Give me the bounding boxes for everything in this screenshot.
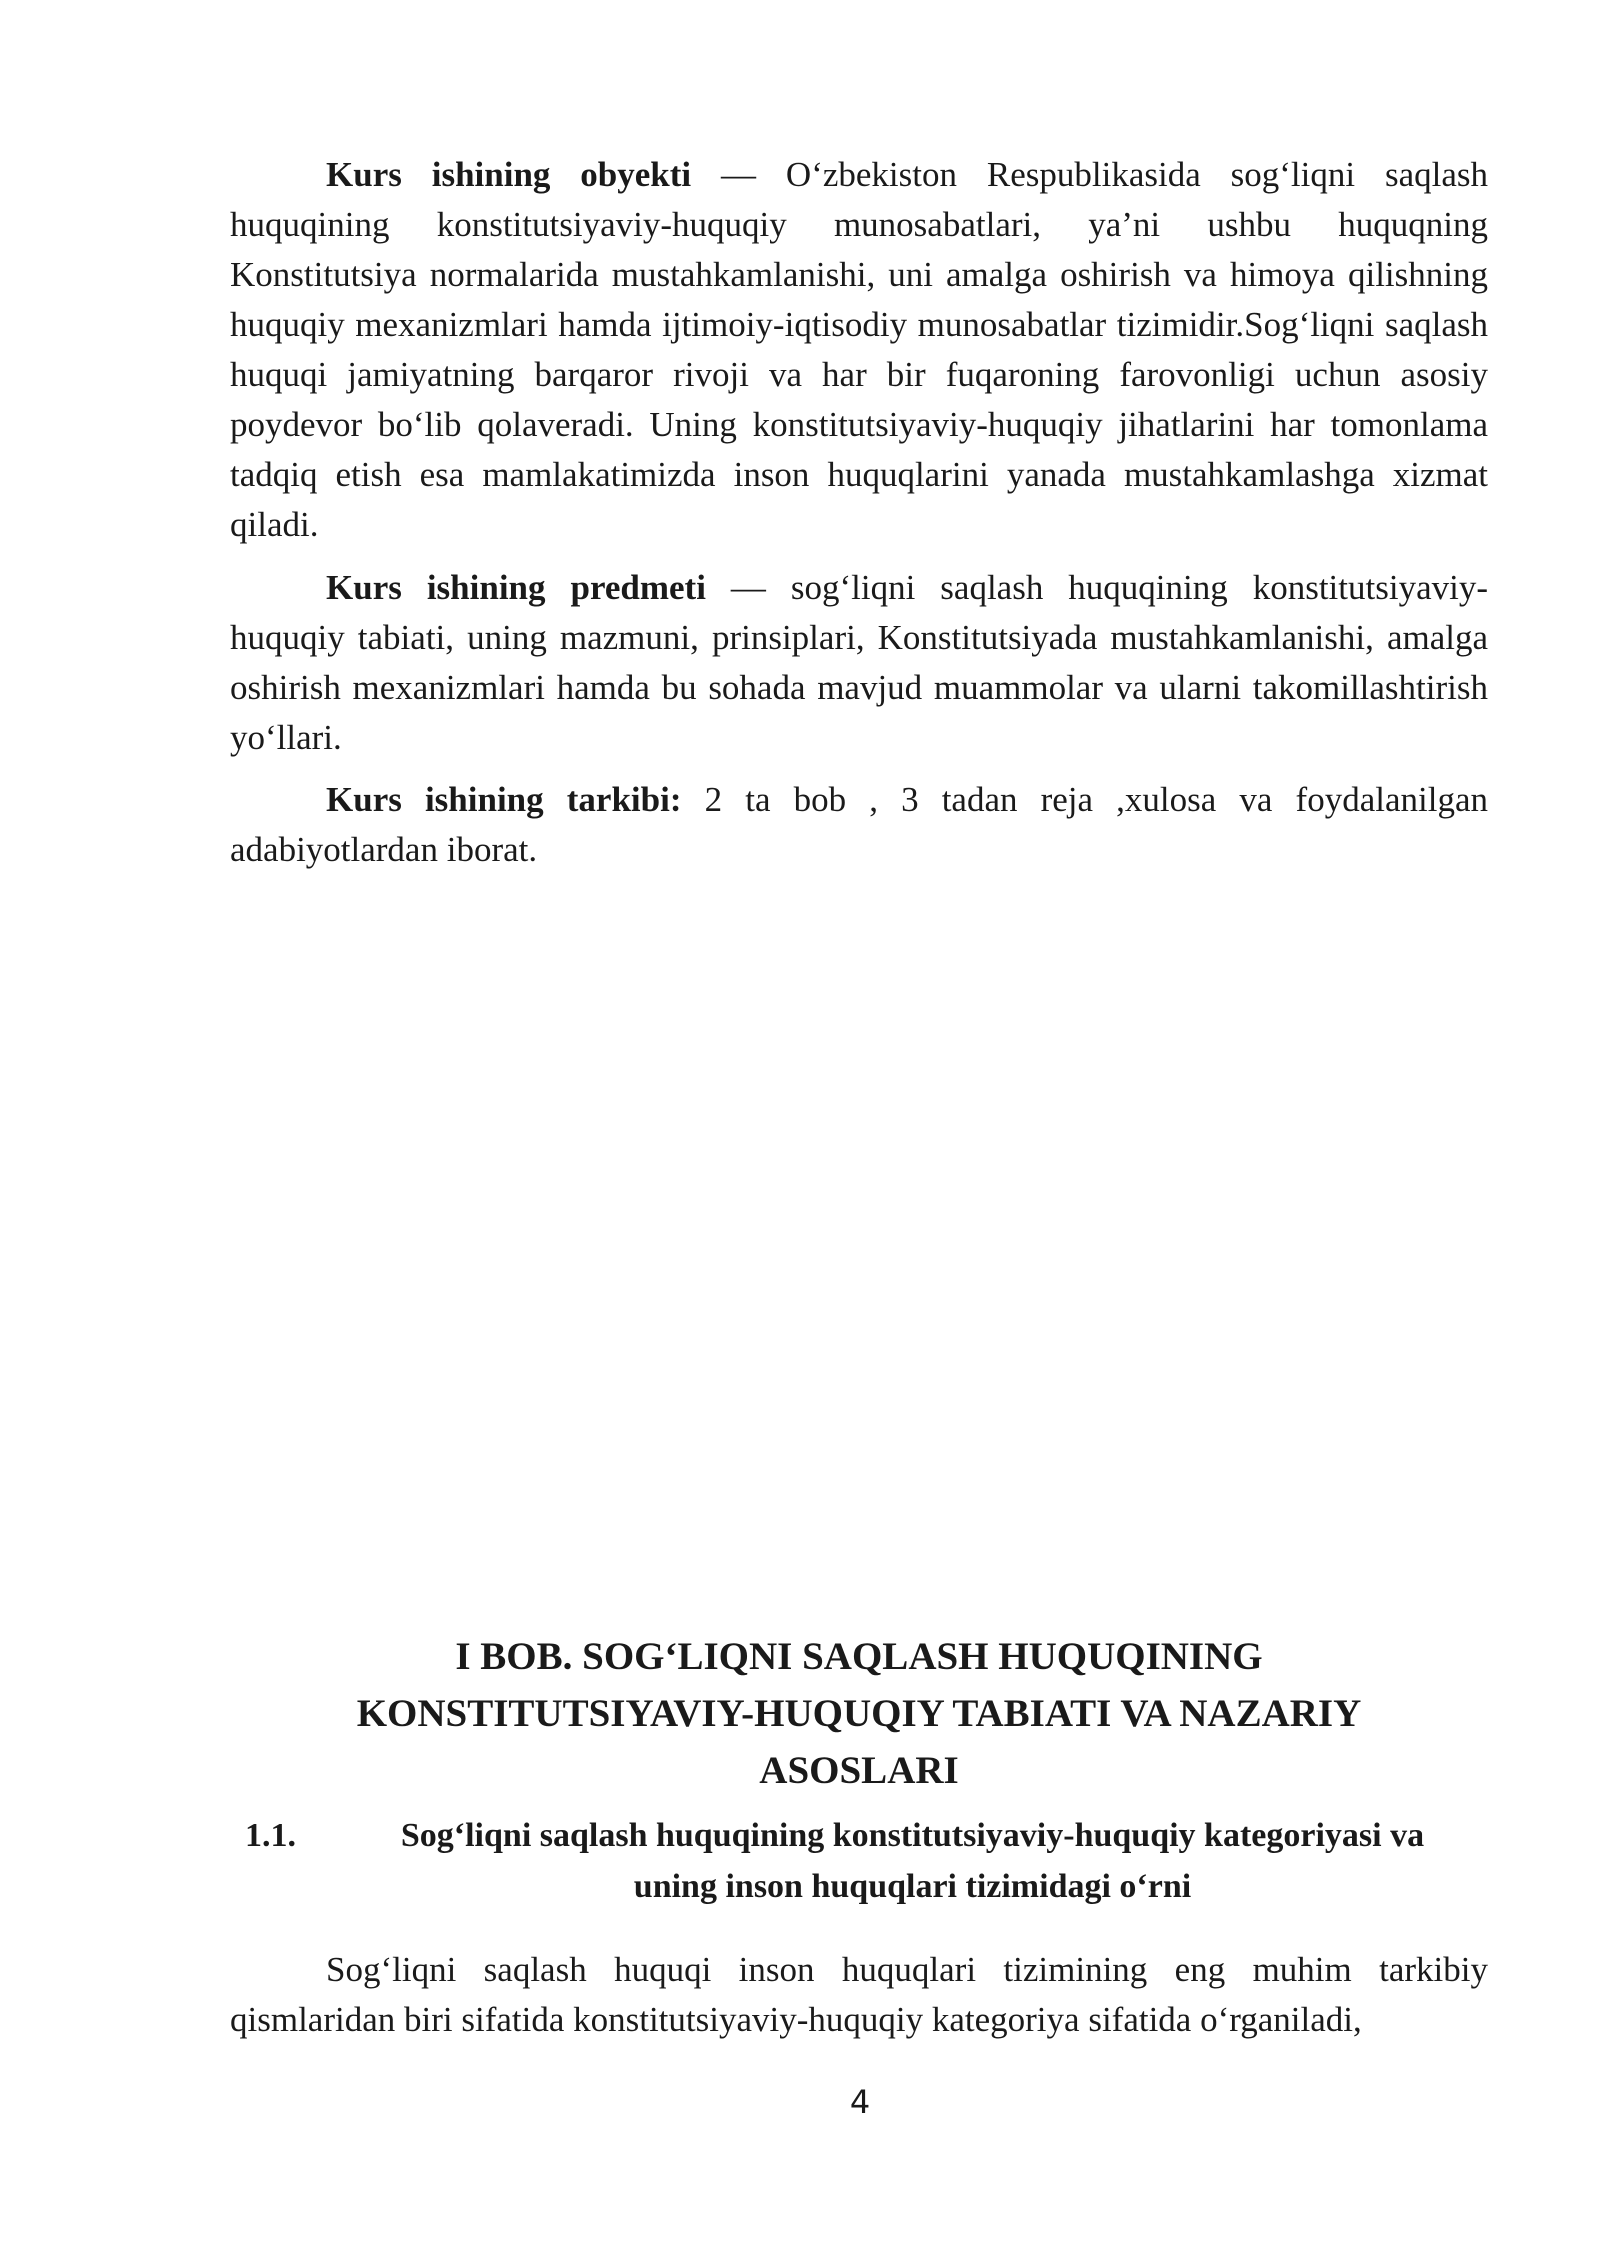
chapter-title-line: ASOSLARI [759,1749,959,1792]
section-title-line: Sog‘liqni saqlash huquqining konstitutsiyaviy-huquqiy kategoriyasi va [400,1817,1425,1854]
page-number: 4 [849,2083,871,2121]
section-number: 1.1. [245,1817,296,1854]
chapter-title [230,1628,1488,1799]
section-heading [245,1810,1488,1912]
chapter-title-line: KONSTITUTSIYAVIY-HUQUQIY TABIATI VA NAZARIY [356,1692,1362,1735]
section-title-line: uning inson huquqlari tizimidagi o‘rni [633,1868,1192,1905]
chapter-title-line: I BOB. SOG‘LIQNI SAQLASH HUQUQINING [455,1635,1263,1678]
paragraph-body-start [230,1945,1488,2045]
paragraph-text: — sog‘liqni saqlash huquqining konstitutsiyaviy-huquqiy tabiati, uning mazmuni, prinsiplari, Konstitutsiyada mustahkamlanishi, amalga oshirish mexanizmlari hamda bu sohada mavjud muammolar va ularni takomillashtirish yo‘llari. [230,568,1488,757]
paragraph-label: Kurs ishining tarkibi: [326,780,682,819]
paragraph-course-structure [230,775,1488,875]
paragraph-text: 2 ta bob , 3 tadan reja ,xulosa va foydalanilgan adabiyotlardan iborat. [230,780,1488,869]
paragraph-course-object [230,150,1488,550]
paragraph-label: Kurs ishining obyekti [326,155,692,194]
paragraph-label: Kurs ishining predmeti [326,568,706,607]
paragraph-text: — O‘zbekiston Respublikasida sog‘liqni saqlash huquqining konstitutsiyaviy-huquqiy munosabatlari, ya’ni ushbu huquqning Konstitutsiya normalarida mustahkamlanishi, uni amalga oshirish va himoya qilishning huquqiy mexanizmlari hamda ijtimoiy-iqtisodiy munosabatlar tizimidir.Sog‘liqni saqlash huquqi jamiyatning barqaror rivoji va har bir fuqaroning farovonligi uchun asosiy poydevor bo‘lib qolaveradi. Uning konstitutsiyaviy-huquqiy jihatlarini har tomonlama tadqiq etish esa mamlakatimizda inson huquqlarini yanada mustahkamlashga xizmat qiladi. [230,155,1488,544]
paragraph-course-subject [230,563,1488,763]
paragraph-text: Sog‘liqni saqlash huquqi inson huquqlari tizimining eng muhim tarkibiy qismlaridan biri sifatida konstitutsiyaviy-huquqiy kategoriya sifatida o‘rganiladi, [230,1950,1488,2039]
section-title [337,1810,1488,1912]
